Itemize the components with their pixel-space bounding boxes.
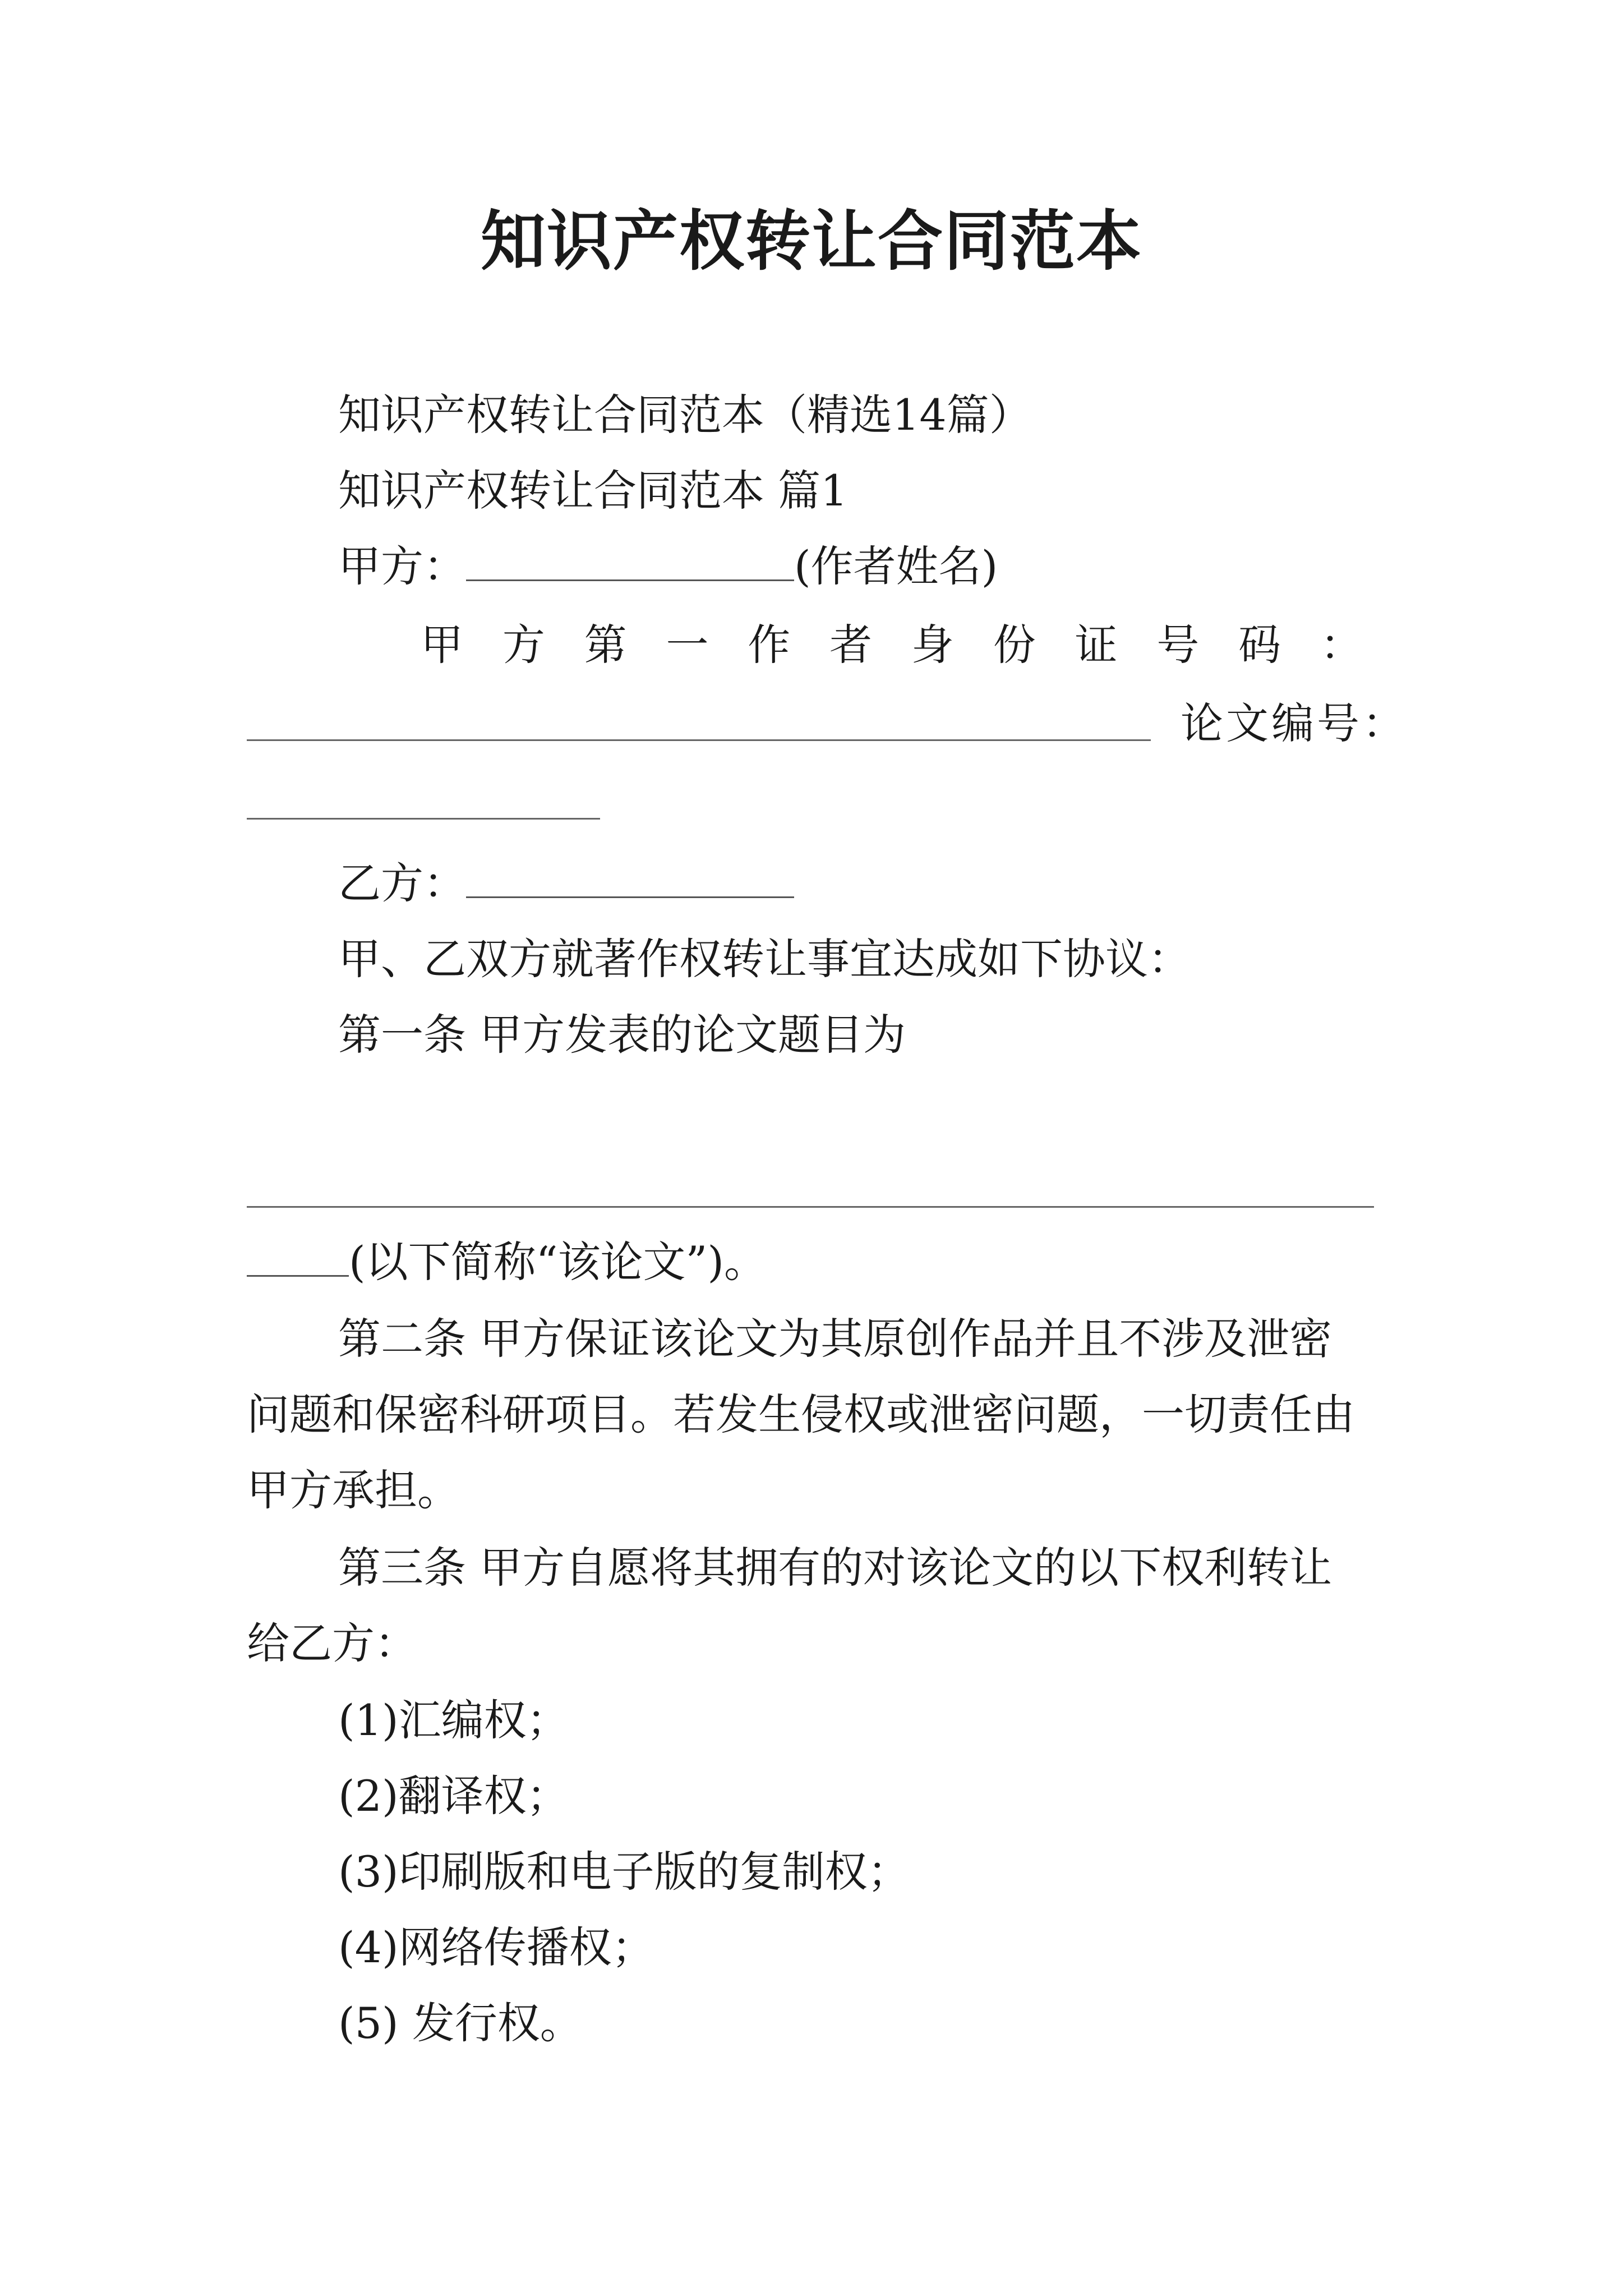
article-2-line-3: 甲方承担。 [247,1465,460,1515]
party-a-name-blank[interactable] [466,540,794,581]
party-a-id-char: 者 [829,620,873,670]
party-a-id-char: 份 [993,620,1036,670]
paper-number-char: 文 [1226,698,1269,748]
paper-number-blank[interactable] [247,818,600,820]
party-b-label: 乙方： [338,858,466,908]
party-a-suffix: (作者姓名) [794,541,998,591]
article-2-line-2: 问题和保密科研项目。若发生侵权或泄密问题，一切责任由 [247,1389,1355,1439]
party-a-id-char: 证 [1075,620,1118,670]
rights-item: (4)网络传播权； [338,1922,654,1972]
party-a-id-char: ： [1320,620,1363,670]
article-1-line-1: 第一条 甲方发表的论文题目为 [338,1010,906,1060]
party-a-id-char: 第 [584,620,627,670]
party-a-label: 甲方： [338,541,466,591]
party-a-id-char: 作 [748,620,791,670]
party-a-id-char: 码 [1238,620,1281,670]
party-b-line [338,855,794,912]
party-a-id-char: 一 [666,620,709,670]
party-a-id-char: 号 [1156,620,1200,670]
article-2-line-1: 第二条 甲方保证该论文为其原创作品并且不涉及泄密 [338,1314,1332,1364]
document-subtitle: 知识产权转让合同范本（精选14篇） [338,390,1032,440]
paper-number-char: 编 [1271,698,1314,748]
article-3-line-2: 给乙方： [247,1618,417,1668]
article-3-line-1: 第三条 甲方自愿将其拥有的对该论文的以下权利转让 [338,1543,1332,1593]
rights-item: (5) 发行权。 [338,1998,583,2048]
party-a-line [338,539,998,595]
rights-item: (1)汇编权； [338,1695,569,1745]
party-b-name-blank[interactable] [466,857,794,898]
agreement-intro: 甲、乙双方就著作权转让事宜达成如下协议： [338,934,1191,984]
paper-number-char: 论 [1181,698,1223,748]
party-a-id-blank[interactable] [247,739,1151,741]
section-heading: 知识产权转让合同范本 篇1 [338,466,848,516]
paper-number-label [1181,696,1405,752]
paper-number-char: 号 [1317,698,1359,748]
party-a-id-label [421,617,1363,673]
document-title: 知识产权转让合同范本 [481,203,1142,279]
article-1-line-2-row [247,1234,767,1290]
paper-number-char: ： [1362,698,1405,748]
party-a-id-char: 方 [502,620,545,670]
party-a-id-char: 甲 [421,620,463,670]
rights-item: (2)翻译权； [338,1771,569,1821]
paper-title-blank-end[interactable] [247,1236,349,1277]
paper-title-blank[interactable] [247,1206,1374,1208]
rights-item: (3)印刷版和电子版的复制权； [338,1847,910,1897]
party-a-id-char: 身 [911,620,954,670]
article-1-line-2: (以下简称“该论文”)。 [349,1237,767,1287]
